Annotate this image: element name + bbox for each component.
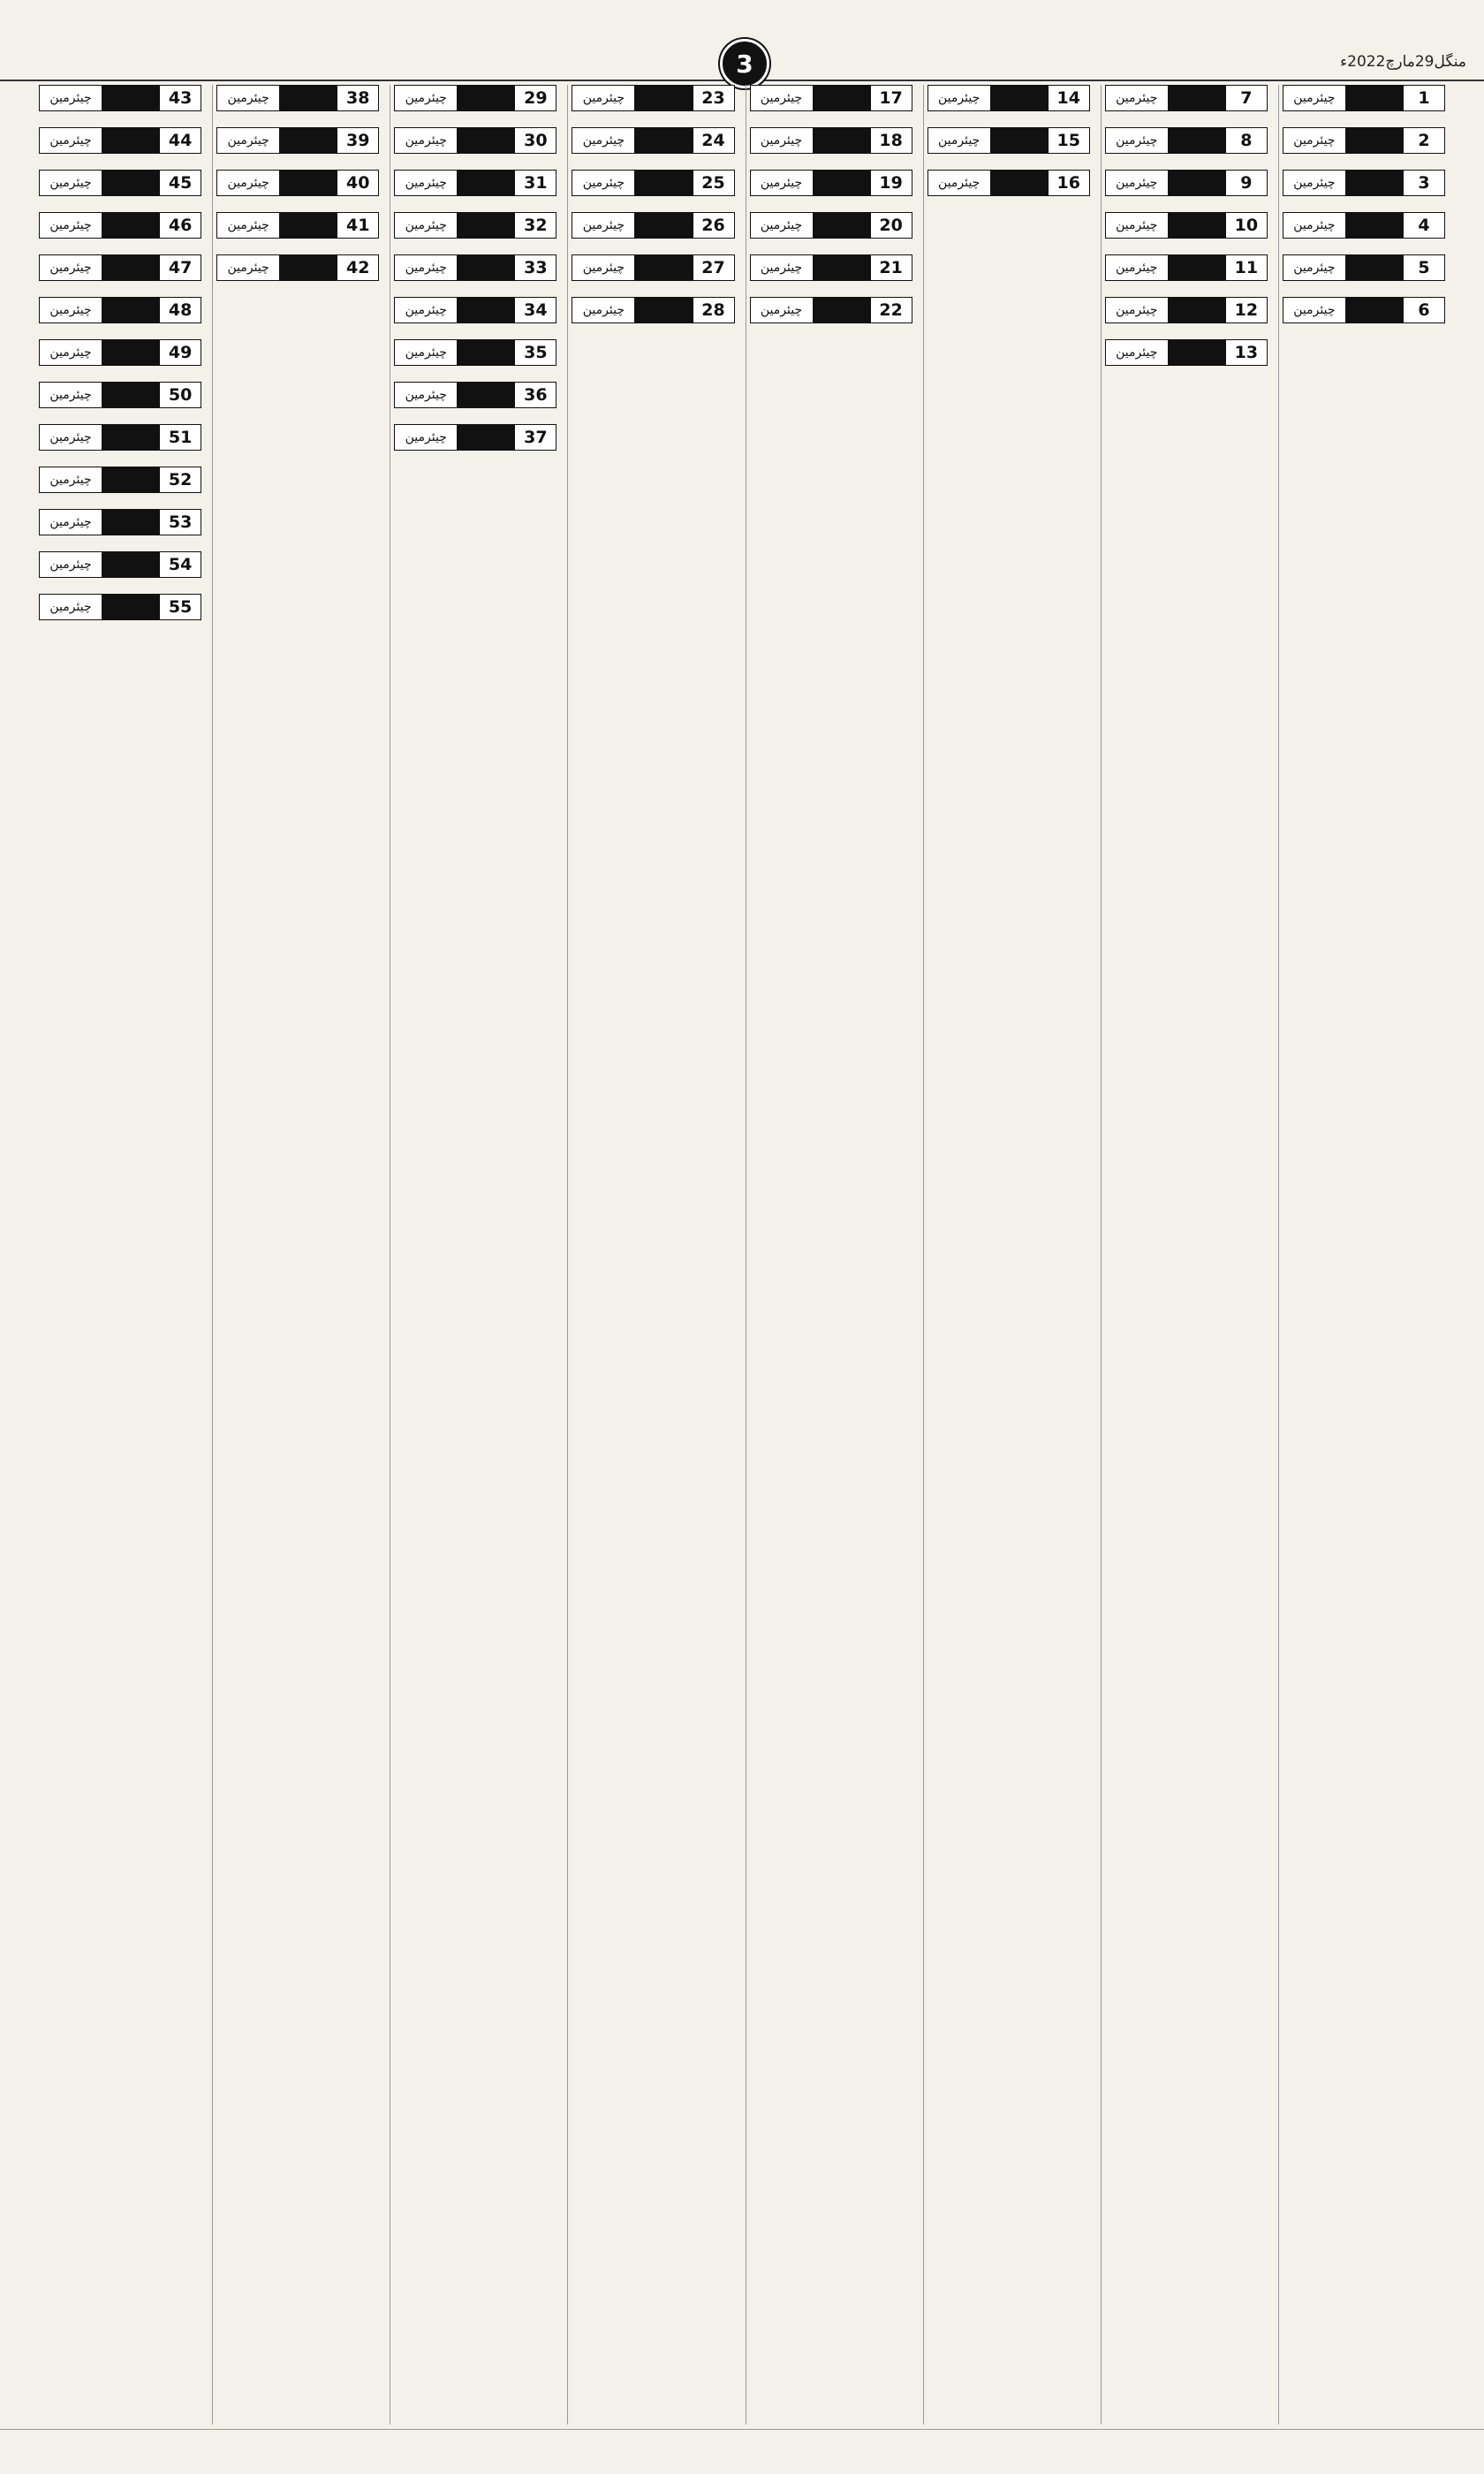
notice-header-bar xyxy=(102,213,159,238)
notice-header-bar xyxy=(457,86,514,110)
notice-entry xyxy=(39,339,201,371)
notice-entry xyxy=(1105,297,1268,329)
notice-number: 7 xyxy=(1225,86,1267,110)
page-footer xyxy=(0,2429,1484,2474)
notice-entry xyxy=(572,170,734,201)
notice-label: چیئرمین xyxy=(1106,298,1168,323)
notice-header-bar xyxy=(990,128,1048,153)
notice-label: چیئرمین xyxy=(572,298,634,323)
notice-header xyxy=(39,170,201,196)
notice-label: چیئرمین xyxy=(395,255,457,280)
notice-header-bar xyxy=(1168,255,1225,280)
notice-header-bar xyxy=(457,213,514,238)
notice-number: 34 xyxy=(514,298,556,323)
notice-header-bar xyxy=(1168,298,1225,323)
notice-header xyxy=(394,254,556,281)
notice-header-bar xyxy=(457,128,514,153)
notice-entry xyxy=(39,212,201,244)
notice-label: چیئرمین xyxy=(40,510,102,535)
notice-header xyxy=(1283,85,1445,111)
notice-number: 53 xyxy=(159,510,201,535)
notice-header xyxy=(572,212,734,239)
notice-header xyxy=(928,170,1090,196)
notice-header-bar xyxy=(1168,128,1225,153)
notice-entry xyxy=(750,254,912,286)
notice-entry xyxy=(394,212,556,244)
notice-header-bar xyxy=(457,171,514,195)
notice-number: 41 xyxy=(337,213,378,238)
notice-label: چیئرمین xyxy=(1283,298,1345,323)
notice-number: 54 xyxy=(159,552,201,577)
notice-number: 31 xyxy=(514,171,556,195)
notice-label: چیئرمین xyxy=(751,86,813,110)
notice-label: چیئرمین xyxy=(40,213,102,238)
page-header xyxy=(0,0,1484,81)
notice-entry xyxy=(394,297,556,329)
notice-number: 12 xyxy=(1225,298,1267,323)
notice-header xyxy=(39,85,201,111)
notice-number: 19 xyxy=(870,171,912,195)
notice-label: چیئرمین xyxy=(1283,255,1345,280)
notice-entry xyxy=(1105,85,1268,117)
notice-header xyxy=(1283,212,1445,239)
notice-number: 42 xyxy=(337,255,378,280)
notice-header xyxy=(394,382,556,408)
notice-header xyxy=(750,297,912,323)
notice-label: چیئرمین xyxy=(751,213,813,238)
notice-header-bar xyxy=(634,86,692,110)
notice-header xyxy=(216,127,379,154)
notice-header-bar xyxy=(102,128,159,153)
notice-entry xyxy=(928,127,1090,159)
notice-header-bar xyxy=(990,171,1048,195)
notice-label: چیئرمین xyxy=(572,171,634,195)
notice-label: چیئرمین xyxy=(40,171,102,195)
notice-number: 23 xyxy=(693,86,734,110)
notice-header-bar xyxy=(813,255,870,280)
notice-number: 9 xyxy=(1225,171,1267,195)
notice-entry xyxy=(216,127,379,159)
notice-header-bar xyxy=(457,340,514,365)
notice-header xyxy=(39,297,201,323)
notice-header xyxy=(750,170,912,196)
notice-entry xyxy=(39,170,201,201)
notice-header xyxy=(394,297,556,323)
notice-label: چیئرمین xyxy=(1106,86,1168,110)
notice-number: 33 xyxy=(514,255,556,280)
notice-number: 35 xyxy=(514,340,556,365)
notice-number: 48 xyxy=(159,298,201,323)
notice-entry xyxy=(39,424,201,456)
notice-label: چیئرمین xyxy=(1106,255,1168,280)
notice-header-bar xyxy=(1168,213,1225,238)
notice-entry xyxy=(1105,170,1268,201)
notice-entry xyxy=(750,212,912,244)
notice-header-bar xyxy=(1168,171,1225,195)
notice-header-bar xyxy=(102,383,159,407)
notice-number: 17 xyxy=(870,86,912,110)
notice-label: چیئرمین xyxy=(395,340,457,365)
notice-header-bar xyxy=(813,86,870,110)
column xyxy=(923,85,1094,2425)
notice-label: چیئرمین xyxy=(1106,171,1168,195)
notice-header-bar xyxy=(102,171,159,195)
notice-header-bar xyxy=(102,86,159,110)
notice-header-bar xyxy=(1168,340,1225,365)
notice-entry xyxy=(1283,170,1445,201)
notice-label: چیئرمین xyxy=(572,86,634,110)
notice-entry xyxy=(394,170,556,201)
notice-entry xyxy=(39,85,201,117)
notice-entry xyxy=(1105,127,1268,159)
notice-header-bar xyxy=(102,255,159,280)
notice-label: چیئرمین xyxy=(751,298,813,323)
notice-header xyxy=(572,297,734,323)
notice-entry xyxy=(572,254,734,286)
notice-number: 49 xyxy=(159,340,201,365)
notice-header-bar xyxy=(102,298,159,323)
notice-header-bar xyxy=(813,298,870,323)
notice-header xyxy=(216,212,379,239)
notice-label: چیئرمین xyxy=(1106,213,1168,238)
notice-label: چیئرمین xyxy=(217,255,279,280)
notice-number: 38 xyxy=(337,86,378,110)
notice-entry xyxy=(216,212,379,244)
notice-number: 46 xyxy=(159,213,201,238)
notice-entry xyxy=(39,382,201,414)
notice-number: 37 xyxy=(514,425,556,450)
notice-label: چیئرمین xyxy=(395,128,457,153)
notice-label: چیئرمین xyxy=(928,171,990,195)
notice-label: چیئرمین xyxy=(40,255,102,280)
notice-label: چیئرمین xyxy=(395,298,457,323)
notice-number: 5 xyxy=(1403,255,1444,280)
notice-entry xyxy=(39,551,201,583)
notice-header-bar xyxy=(813,213,870,238)
notice-header-bar xyxy=(279,255,337,280)
notice-number: 29 xyxy=(514,86,556,110)
column xyxy=(567,85,738,2425)
notice-entry xyxy=(928,170,1090,201)
notice-header xyxy=(216,254,379,281)
notice-header xyxy=(39,551,201,578)
notice-header xyxy=(39,382,201,408)
notice-label: چیئرمین xyxy=(40,552,102,577)
notice-entry xyxy=(39,467,201,498)
notice-header xyxy=(39,594,201,620)
notice-label: چیئرمین xyxy=(40,128,102,153)
notice-header-bar xyxy=(634,128,692,153)
notice-label: چیئرمین xyxy=(217,128,279,153)
notice-label: چیئرمین xyxy=(40,340,102,365)
notice-label: چیئرمین xyxy=(572,255,634,280)
notice-header xyxy=(572,254,734,281)
notice-header-bar xyxy=(102,340,159,365)
notice-number: 4 xyxy=(1403,213,1444,238)
notice-label: چیئرمین xyxy=(217,86,279,110)
notice-entry xyxy=(394,382,556,414)
notice-entry xyxy=(216,170,379,201)
notice-number: 36 xyxy=(514,383,556,407)
notice-label: چیئرمین xyxy=(395,425,457,450)
notice-number: 55 xyxy=(159,595,201,619)
notice-number: 52 xyxy=(159,467,201,492)
notice-header xyxy=(1105,297,1268,323)
notice-entry xyxy=(39,127,201,159)
notice-number: 40 xyxy=(337,171,378,195)
notice-header xyxy=(39,424,201,451)
notice-number: 14 xyxy=(1048,86,1089,110)
notice-label: چیئرمین xyxy=(751,171,813,195)
notice-label: چیئرمین xyxy=(40,383,102,407)
notice-entry xyxy=(39,509,201,541)
notice-label: چیئرمین xyxy=(1106,128,1168,153)
notice-label: چیئرمین xyxy=(928,86,990,110)
notice-entry xyxy=(39,254,201,286)
notice-label: چیئرمین xyxy=(1283,171,1345,195)
notice-label: چیئرمین xyxy=(1283,86,1345,110)
notice-entry xyxy=(1283,212,1445,244)
notice-entry xyxy=(1283,85,1445,117)
notice-header-bar xyxy=(1168,86,1225,110)
column xyxy=(390,85,560,2425)
notice-number: 22 xyxy=(870,298,912,323)
notice-number: 3 xyxy=(1403,171,1444,195)
notice-header xyxy=(394,85,556,111)
notice-header xyxy=(1105,212,1268,239)
notice-number: 32 xyxy=(514,213,556,238)
notice-header-bar xyxy=(634,171,692,195)
notice-number: 50 xyxy=(159,383,201,407)
notice-number: 15 xyxy=(1048,128,1089,153)
notice-header xyxy=(750,212,912,239)
notice-header xyxy=(39,127,201,154)
notice-header-bar xyxy=(457,298,514,323)
notice-number: 39 xyxy=(337,128,378,153)
notice-header-bar xyxy=(990,86,1048,110)
notice-header-bar xyxy=(457,255,514,280)
notice-number: 24 xyxy=(693,128,734,153)
notice-label: چیئرمین xyxy=(40,298,102,323)
notice-header xyxy=(572,127,734,154)
notice-header-bar xyxy=(634,213,692,238)
notice-label: چیئرمین xyxy=(40,467,102,492)
notice-label: چیئرمین xyxy=(572,128,634,153)
notice-header-bar xyxy=(813,171,870,195)
notice-header-bar xyxy=(279,213,337,238)
notice-label: چیئرمین xyxy=(1283,213,1345,238)
notice-header-bar xyxy=(102,552,159,577)
notice-header xyxy=(39,339,201,366)
notice-number: 28 xyxy=(693,298,734,323)
notice-number: 44 xyxy=(159,128,201,153)
notice-header-bar xyxy=(634,298,692,323)
notice-entry xyxy=(1105,254,1268,286)
notice-number: 47 xyxy=(159,255,201,280)
notice-header-bar xyxy=(1345,128,1403,153)
notice-header xyxy=(1283,127,1445,154)
notice-header-bar xyxy=(279,86,337,110)
notice-header-bar xyxy=(457,383,514,407)
notice-header xyxy=(39,212,201,239)
notice-label: چیئرمین xyxy=(40,86,102,110)
column xyxy=(35,85,205,2425)
notice-number: 1 xyxy=(1403,86,1444,110)
notice-header-bar xyxy=(1345,298,1403,323)
notice-header xyxy=(1105,254,1268,281)
notice-label: چیئرمین xyxy=(395,383,457,407)
notice-header-bar xyxy=(1345,86,1403,110)
notice-label: چیئرمین xyxy=(1283,128,1345,153)
notice-header xyxy=(750,254,912,281)
notice-label: چیئرمین xyxy=(395,171,457,195)
notice-header xyxy=(216,170,379,196)
notice-entry xyxy=(394,85,556,117)
notice-number: 27 xyxy=(693,255,734,280)
notice-number: 11 xyxy=(1225,255,1267,280)
notice-label: چیئرمین xyxy=(572,213,634,238)
notice-header xyxy=(928,85,1090,111)
notice-header xyxy=(750,85,912,111)
notice-number: 21 xyxy=(870,255,912,280)
notice-header-bar xyxy=(279,128,337,153)
notice-entry xyxy=(1283,127,1445,159)
notice-header-bar xyxy=(279,171,337,195)
notice-number: 51 xyxy=(159,425,201,450)
notice-header-bar xyxy=(1345,213,1403,238)
notice-label: چیئرمین xyxy=(395,86,457,110)
notice-header xyxy=(1105,339,1268,366)
notice-entry xyxy=(750,170,912,201)
notice-header xyxy=(1105,85,1268,111)
notice-label: چیئرمین xyxy=(217,213,279,238)
column xyxy=(212,85,382,2425)
notice-number: 26 xyxy=(693,213,734,238)
notice-label: چیئرمین xyxy=(1106,340,1168,365)
notice-entry xyxy=(750,127,912,159)
notice-header-bar xyxy=(1345,171,1403,195)
notice-header xyxy=(1105,170,1268,196)
notice-label: چیئرمین xyxy=(751,128,813,153)
notice-number: 10 xyxy=(1225,213,1267,238)
notice-entry xyxy=(394,424,556,456)
notice-number: 45 xyxy=(159,171,201,195)
column xyxy=(746,85,916,2425)
page-number: 3 xyxy=(720,39,769,88)
notice-entry xyxy=(394,339,556,371)
notice-header xyxy=(216,85,379,111)
notice-number: 43 xyxy=(159,86,201,110)
notice-number: 30 xyxy=(514,128,556,153)
notice-entry xyxy=(216,254,379,286)
page-date: منگل29مارچ2022ء xyxy=(1340,53,1466,71)
notice-header-bar xyxy=(634,255,692,280)
notice-label: چیئرمین xyxy=(217,171,279,195)
notice-header-bar xyxy=(457,425,514,450)
notice-label: چیئرمین xyxy=(40,425,102,450)
column xyxy=(1278,85,1449,2425)
notice-number: 18 xyxy=(870,128,912,153)
notice-header xyxy=(1283,297,1445,323)
notice-label: چیئرمین xyxy=(751,255,813,280)
notice-label: چیئرمین xyxy=(40,595,102,619)
notice-entry xyxy=(39,594,201,626)
notice-header xyxy=(1283,170,1445,196)
notice-number: 2 xyxy=(1403,128,1444,153)
column xyxy=(1101,85,1271,2425)
notice-entry xyxy=(1105,339,1268,371)
notice-header xyxy=(394,170,556,196)
notice-number: 8 xyxy=(1225,128,1267,153)
notice-number: 6 xyxy=(1403,298,1444,323)
notice-header-bar xyxy=(813,128,870,153)
notice-header xyxy=(928,127,1090,154)
notice-entry xyxy=(1283,254,1445,286)
notice-header xyxy=(39,254,201,281)
notice-entry xyxy=(750,85,912,117)
notice-header xyxy=(394,424,556,451)
notice-header xyxy=(39,509,201,535)
notice-header xyxy=(1283,254,1445,281)
notice-header-bar xyxy=(1345,255,1403,280)
notice-header xyxy=(39,467,201,493)
notice-entry xyxy=(572,297,734,329)
notice-number: 16 xyxy=(1048,171,1089,195)
notice-entry xyxy=(394,127,556,159)
notice-entry xyxy=(1105,212,1268,244)
notice-label: چیئرمین xyxy=(928,128,990,153)
notice-number: 13 xyxy=(1225,340,1267,365)
notice-header xyxy=(394,127,556,154)
notice-header xyxy=(1105,127,1268,154)
notice-header-bar xyxy=(102,510,159,535)
notice-header xyxy=(572,170,734,196)
notice-entry xyxy=(928,85,1090,117)
notice-header-bar xyxy=(102,595,159,619)
notice-label: چیئرمین xyxy=(395,213,457,238)
notice-entry xyxy=(572,127,734,159)
notice-header xyxy=(750,127,912,154)
notice-entry xyxy=(572,212,734,244)
notice-entry xyxy=(750,297,912,329)
notice-entry xyxy=(394,254,556,286)
notice-number: 20 xyxy=(870,213,912,238)
notice-header xyxy=(572,85,734,111)
newspaper-columns xyxy=(35,85,1449,2425)
notice-number: 25 xyxy=(693,171,734,195)
notice-header-bar xyxy=(102,467,159,492)
notice-entry xyxy=(572,85,734,117)
notice-header xyxy=(394,212,556,239)
notice-entry xyxy=(39,297,201,329)
notice-header-bar xyxy=(102,425,159,450)
notice-entry xyxy=(216,85,379,117)
notice-header xyxy=(394,339,556,366)
notice-entry xyxy=(1283,297,1445,329)
